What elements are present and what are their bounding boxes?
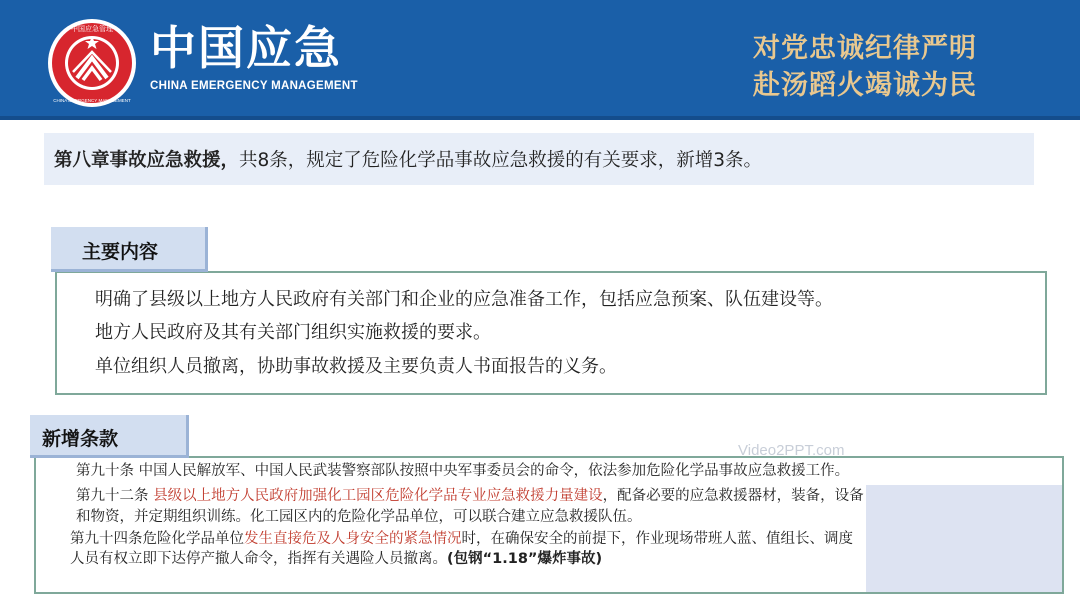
- article-94-prefix: 第九十四条危险化学品单位: [70, 531, 244, 547]
- article-94-line-1: [70, 529, 853, 549]
- article-92-prefix: 第九十二条: [76, 488, 154, 504]
- article-94-line-2: [70, 549, 602, 569]
- new-articles-title: 新增条款: [42, 428, 119, 450]
- shaded-area: [866, 485, 1062, 592]
- article-90: 第九十条 中国人民解放军、中国人民武装警察部队按照中央军事委员会的命令，依法参加危险化学品事故应急救援工作。: [76, 463, 850, 479]
- main-content-item: 单位组织人员撤离，协助事故救援及主要负责人书面报告的义务。: [95, 356, 617, 377]
- new-articles-tab: [30, 415, 189, 458]
- summary-text: [54, 149, 762, 173]
- article-94-text: 人员有权立即下达停产撤人命令，指挥有关遇险人员撤离。: [70, 551, 447, 567]
- article-92-line-1: [76, 486, 864, 506]
- article-94-note: (包钢“1.18”爆炸事故): [447, 551, 603, 567]
- brand-subtitle: CHINA EMERGENCY MANAGEMENT: [150, 80, 358, 92]
- main-content-item: 明确了县级以上地方人民政府有关部门和企业的应急准备工作，包括应急预案、队伍建设等。: [95, 289, 833, 310]
- logo-text-en: CHINA EMERGENCY MANAGEMENT: [53, 98, 131, 103]
- summary-bold: 第八章事故应急救援，: [54, 150, 240, 171]
- main-content-item: 地方人民政府及其有关部门组织实施救援的要求。: [95, 322, 491, 343]
- summary-rest: 共8条，规定了危险化学品事故应急救援的有关要求，新增3条。: [239, 150, 763, 171]
- brand-title: 中国应急: [150, 21, 342, 75]
- main-content-title: 主要内容: [82, 241, 159, 263]
- header-divider: [0, 116, 1080, 120]
- watermark: Video2PPT.com: [738, 442, 845, 459]
- slogan-line-2: 赴汤蹈火竭诚为民: [753, 70, 977, 101]
- article-92-highlight: 县级以上地方人民政府加强化工园区危险化学品专业应急救援力量建设: [153, 488, 603, 504]
- article-92-rest: ，配备必要的应急救援器材，装备，设备: [602, 488, 864, 504]
- slogan: [753, 30, 977, 104]
- main-content-tab: [51, 227, 208, 272]
- emergency-management-logo: [47, 18, 137, 108]
- slogan-line-1: 对党忠诚纪律严明: [753, 33, 977, 64]
- logo-text: 中国应急管理: [71, 25, 113, 33]
- article-94-highlight: 发生直接危及人身安全的紧急情况: [244, 531, 462, 547]
- article-92-line-2: 和物资，并定期组织训练。化工园区内的危险化学品单位，可以联合建立应急救援队伍。: [76, 509, 642, 525]
- article-94-rest: 时，在确保安全的前提下，作业现场带班人蓝、值组长、调度: [461, 531, 853, 547]
